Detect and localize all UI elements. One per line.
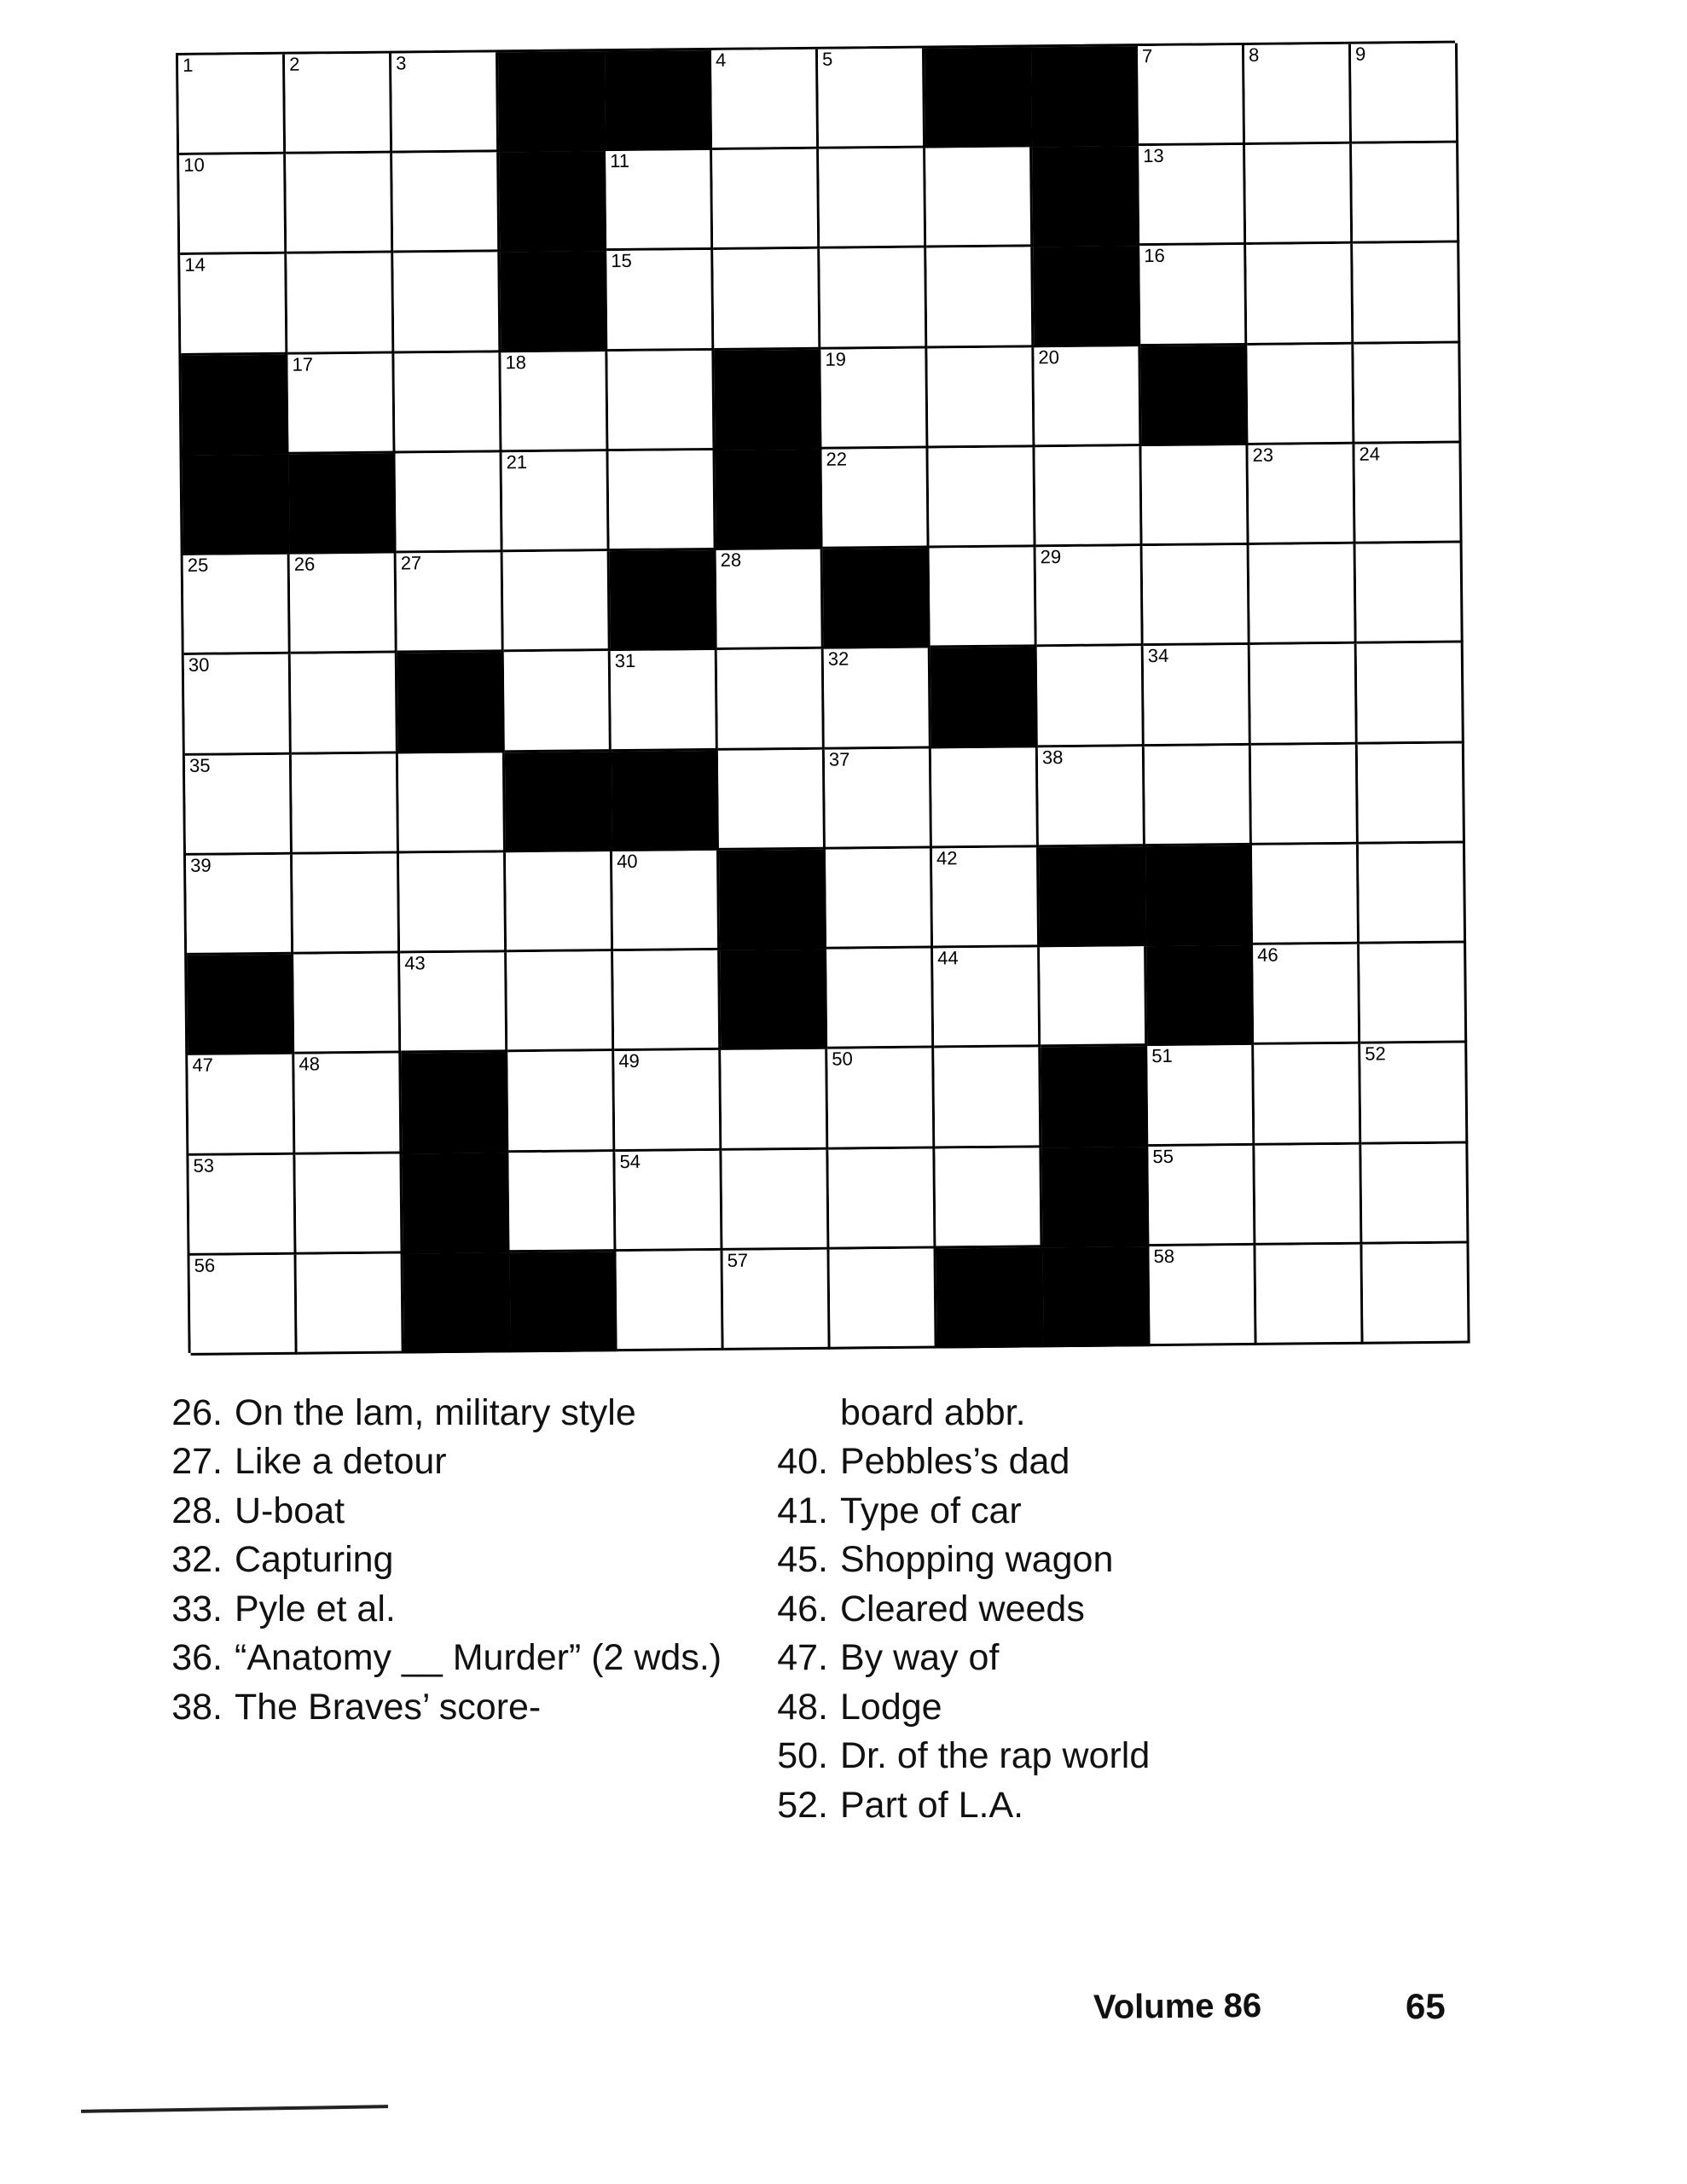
grid-cell-number: 53 [193, 1154, 215, 1176]
clue-text: Type of car [840, 1490, 1022, 1531]
grid-letter-cell[interactable] [1144, 645, 1251, 746]
clue-column-right [759, 1391, 1407, 1832]
clue-number: 36. [171, 1637, 223, 1679]
grid-letter-cell[interactable] [926, 247, 1034, 348]
grid-letter-cell[interactable] [392, 153, 500, 253]
grid-cell-number: 51 [1151, 1045, 1173, 1067]
grid-letter-cell[interactable] [1354, 343, 1461, 444]
grid-letter-cell[interactable] [1245, 144, 1353, 245]
grid-letter-cell[interactable] [825, 748, 932, 849]
grid-letter-cell[interactable] [935, 1147, 1042, 1248]
grid-cell-number: 57 [727, 1249, 749, 1271]
grid-block-cell [1041, 1046, 1148, 1147]
grid-cell-number: 4 [715, 49, 727, 71]
grid-cell-number: 42 [936, 847, 958, 869]
grid-cell-number: 7 [1141, 45, 1153, 67]
grid-letter-cell[interactable] [1138, 45, 1245, 146]
grid-letter-cell[interactable] [1143, 545, 1250, 646]
volume-label: Volume 86 [1093, 1986, 1262, 2027]
grid-letter-cell[interactable] [1248, 444, 1355, 545]
grid-letter-cell[interactable] [614, 1050, 722, 1151]
grid-letter-cell[interactable] [1353, 243, 1460, 344]
clue-item [759, 1537, 1407, 1582]
grid-letter-cell[interactable] [1357, 643, 1464, 744]
clue-number: 52. [777, 1784, 828, 1826]
grid-letter-cell[interactable] [713, 249, 820, 350]
clue-text: The Braves’ score- [235, 1686, 542, 1728]
grid-letter-cell[interactable] [611, 650, 718, 751]
grid-letter-cell[interactable] [1149, 1246, 1256, 1346]
grid-block-cell [403, 1252, 511, 1353]
clue-lists [128, 1391, 1578, 1988]
grid-letter-cell[interactable] [1352, 143, 1459, 244]
clue-number: 38. [171, 1686, 223, 1728]
clue-number: 48. [777, 1686, 828, 1728]
grid-letter-cell[interactable] [1253, 944, 1360, 1045]
grid-block-cell [925, 47, 1032, 148]
clue-number: 46. [777, 1588, 828, 1629]
grid-cell-number: 28 [720, 549, 742, 572]
grid-letter-cell[interactable] [617, 1251, 724, 1351]
grid-letter-cell[interactable] [179, 154, 287, 255]
grid-cell-number: 38 [1041, 746, 1064, 768]
grid-letter-cell[interactable] [297, 1253, 404, 1354]
clue-text: By way of [840, 1637, 1000, 1679]
grid-letter-cell[interactable] [394, 352, 501, 453]
grid-letter-cell[interactable] [934, 1048, 1041, 1148]
grid-cell-number: 10 [183, 154, 205, 177]
grid-letter-cell[interactable] [183, 555, 291, 655]
clue-text: Lodge [840, 1686, 942, 1728]
grid-letter-cell[interactable] [1359, 843, 1466, 944]
grid-letter-cell[interactable] [190, 1254, 298, 1355]
grid-letter-cell[interactable] [178, 55, 286, 155]
grid-letter-cell[interactable] [399, 852, 507, 953]
grid-letter-cell[interactable] [397, 552, 504, 653]
clue-number: 45. [777, 1539, 828, 1581]
clue-item [154, 1439, 751, 1484]
clue-text: Shopping wagon [840, 1539, 1114, 1581]
grid-letter-cell[interactable] [1247, 344, 1354, 444]
grid-cell-number: 13 [1143, 145, 1164, 167]
grid-letter-cell[interactable] [1246, 244, 1354, 345]
grid-letter-cell[interactable] [1139, 245, 1247, 346]
grid-block-cell [1041, 1147, 1149, 1247]
grid-letter-cell[interactable] [1148, 1145, 1255, 1246]
grid-letter-cell[interactable] [928, 447, 1035, 548]
grid-cell-number: 30 [188, 654, 210, 677]
grid-letter-cell[interactable] [293, 954, 401, 1054]
grid-letter-cell[interactable] [818, 49, 925, 149]
grid-letter-cell[interactable] [1356, 543, 1464, 644]
clue-item [154, 1587, 751, 1631]
grid-letter-cell[interactable] [1034, 346, 1141, 447]
grid-block-cell [397, 653, 505, 753]
grid-block-cell [187, 955, 294, 1055]
grid-cell-number: 2 [289, 53, 300, 75]
grid-letter-cell[interactable] [184, 654, 292, 755]
grid-cell-number: 29 [1040, 546, 1062, 568]
clue-text: On the lam, military style [235, 1392, 636, 1433]
grid-letter-cell[interactable] [400, 952, 507, 1053]
grid-cell-number: 9 [1354, 43, 1366, 65]
crossword-puzzle [176, 40, 1493, 1367]
clue-text: “Anatomy __ Murder” (2 wds.) [235, 1637, 722, 1679]
grid-block-cell [1145, 845, 1253, 946]
grid-cell-number: 43 [404, 952, 426, 974]
grid-letter-cell[interactable] [1254, 1044, 1361, 1145]
clue-text-continuation: board abbr. [840, 1392, 1026, 1433]
clue-text: Cleared weeds [840, 1588, 1085, 1629]
grid-letter-cell[interactable] [1252, 845, 1359, 945]
grid-cell-number: 47 [192, 1054, 213, 1077]
clue-text: U-boat [235, 1490, 345, 1531]
clue-item [154, 1537, 751, 1582]
grid-letter-cell[interactable] [931, 747, 1039, 848]
grid-block-cell [183, 455, 290, 555]
grid-letter-cell[interactable] [716, 549, 824, 650]
grid-letter-cell[interactable] [712, 149, 820, 250]
grid-letter-cell[interactable] [613, 950, 721, 1051]
grid-letter-cell[interactable] [1249, 544, 1357, 645]
grid-cell-number: 32 [827, 648, 849, 671]
grid-block-cell [716, 450, 823, 550]
grid-letter-cell[interactable] [723, 1249, 831, 1350]
clue-number: 40. [777, 1441, 828, 1483]
page-number: 65 [1406, 1986, 1446, 2026]
grid-letter-cell[interactable] [508, 1152, 616, 1252]
grid-letter-cell[interactable] [820, 348, 928, 449]
grid-block-cell [1146, 945, 1254, 1046]
grid-cell-number: 19 [825, 348, 847, 370]
clue-text: Pyle et al. [235, 1588, 396, 1629]
grid-cell-number: 3 [396, 52, 407, 74]
grid-cell-number: 25 [187, 554, 209, 577]
grid-letter-cell[interactable] [717, 649, 825, 750]
grid-letter-cell[interactable] [1145, 746, 1252, 846]
grid-letter-cell[interactable] [504, 652, 612, 752]
grid-block-cell [505, 752, 612, 852]
clue-text: Pebbles’s dad [840, 1441, 1070, 1483]
clue-item [759, 1587, 1407, 1631]
grid-cell-number: 46 [1257, 944, 1278, 966]
grid-letter-cell[interactable] [503, 551, 611, 652]
grid-letter-cell[interactable] [291, 653, 398, 754]
clue-number: 33. [171, 1588, 223, 1629]
grid-block-cell [823, 549, 930, 649]
grid-cell-number: 54 [619, 1150, 641, 1172]
grid-cell-number: 37 [828, 748, 850, 770]
clue-item [154, 1685, 751, 1729]
grid-cell-number: 21 [506, 450, 528, 473]
grid-letter-cell[interactable] [820, 248, 927, 349]
grid-block-cell [719, 850, 826, 950]
grid-block-cell [181, 354, 288, 455]
grid-letter-cell[interactable] [828, 1148, 936, 1249]
grid-block-cell [714, 349, 821, 450]
grid-block-cell [1140, 346, 1248, 446]
grid-letter-cell[interactable] [507, 1051, 615, 1152]
grid-letter-cell[interactable] [826, 949, 934, 1049]
grid-cell-number: 1 [183, 54, 194, 76]
grid-letter-cell[interactable] [1255, 1244, 1363, 1345]
grid-letter-cell[interactable] [285, 54, 392, 154]
grid-block-cell [289, 453, 397, 554]
grid-cell-number: 18 [505, 351, 527, 373]
grid-block-cell [1033, 247, 1140, 347]
grid-letter-cell[interactable] [294, 1054, 402, 1154]
grid-cell-number: 48 [299, 1053, 320, 1075]
clue-number: 28. [171, 1490, 223, 1531]
grid-letter-cell[interactable] [606, 250, 714, 351]
grid-letter-cell[interactable] [930, 547, 1037, 648]
grid-letter-cell[interactable] [1358, 743, 1465, 844]
clue-item [759, 1685, 1407, 1729]
clue-number: 26. [171, 1392, 223, 1433]
clue-item [154, 1391, 751, 1435]
grid-letter-cell[interactable] [186, 855, 293, 956]
grid-letter-cell[interactable] [1036, 546, 1144, 647]
grid-cell-number: 23 [1252, 444, 1274, 466]
grid-block-cell [605, 50, 712, 151]
grid-cell-number: 20 [1038, 346, 1060, 368]
grid-cell-number: 50 [832, 1048, 853, 1070]
clue-number: 41. [777, 1490, 828, 1531]
grid-letter-cell[interactable] [1040, 946, 1147, 1047]
grid-letter-cell[interactable] [821, 448, 929, 549]
grid-block-cell [500, 252, 607, 352]
clue-item [759, 1734, 1407, 1778]
clue-text: Dr. of the rap world [840, 1735, 1151, 1777]
grid-letter-cell[interactable] [824, 648, 931, 749]
clue-number: 27. [171, 1441, 223, 1483]
grid-letter-cell[interactable] [1037, 647, 1145, 747]
grid-cell-number: 52 [1365, 1043, 1386, 1065]
grid-letter-cell[interactable] [393, 253, 501, 353]
grid-block-cell [510, 1252, 617, 1352]
grid-letter-cell[interactable] [609, 450, 716, 551]
grid-cell-number: 11 [610, 150, 630, 172]
grid-letter-cell[interactable] [293, 853, 400, 954]
grid-letter-cell[interactable] [1361, 1143, 1469, 1244]
grid-letter-cell[interactable] [185, 754, 293, 855]
grid-letter-cell[interactable] [1147, 1045, 1255, 1146]
grid-letter-cell[interactable] [1141, 445, 1249, 546]
grid-letter-cell[interactable] [607, 351, 715, 451]
clue-item [759, 1489, 1407, 1533]
grid-cell-number: 15 [611, 250, 632, 272]
grid-letter-cell[interactable] [711, 49, 819, 150]
grid-letter-cell[interactable] [819, 148, 926, 249]
grid-letter-cell[interactable] [826, 848, 933, 949]
grid-letter-cell[interactable] [1354, 443, 1462, 543]
grid-cell-number: 55 [1152, 1145, 1174, 1167]
grid-letter-cell[interactable] [507, 951, 614, 1052]
grid-letter-cell[interactable] [292, 753, 399, 854]
grid-letter-cell[interactable] [188, 1054, 295, 1155]
grid-letter-cell[interactable] [287, 253, 394, 354]
grid-letter-cell[interactable] [295, 1153, 403, 1254]
grid-letter-cell[interactable] [1038, 746, 1145, 847]
grid-cell-number: 22 [826, 448, 848, 470]
grid-cell-number: 26 [293, 553, 316, 575]
grid-letter-cell[interactable] [612, 851, 720, 951]
grid-block-cell [401, 1053, 508, 1153]
grid-letter-cell[interactable] [1139, 145, 1246, 246]
grid-cell-number: 17 [292, 353, 314, 375]
grid-cell-number: 27 [400, 552, 422, 574]
grid-block-cell [498, 51, 606, 152]
grid-letter-cell[interactable] [1359, 944, 1467, 1044]
grid-block-cell [936, 1247, 1043, 1348]
clue-column-left [154, 1391, 751, 1734]
grid-letter-cell[interactable] [927, 347, 1035, 448]
grid-letter-cell[interactable] [1244, 44, 1352, 145]
grid-block-cell [1039, 846, 1146, 947]
grid-cell-number: 24 [1359, 443, 1381, 465]
grid-letter-cell[interactable] [506, 851, 613, 952]
grid-cell-number: 39 [190, 854, 212, 876]
grid-cell-number: 8 [1248, 44, 1260, 66]
grid-letter-cell[interactable] [829, 1248, 936, 1349]
clue-item [154, 1635, 751, 1680]
grid-letter-cell[interactable] [391, 52, 499, 153]
grid-letter-cell[interactable] [615, 1150, 722, 1251]
grid-letter-cell[interactable] [501, 351, 608, 452]
clue-item [154, 1489, 751, 1533]
clue-number: 47. [777, 1637, 828, 1679]
grid-block-cell [499, 151, 606, 252]
grid-letter-cell[interactable] [1255, 1144, 1362, 1245]
grid-letter-cell[interactable] [721, 1049, 828, 1150]
grid-letter-cell[interactable] [827, 1048, 935, 1149]
grid-block-cell [1032, 146, 1139, 247]
grid-letter-cell[interactable] [925, 148, 1033, 248]
grid-block-cell [610, 550, 717, 651]
clue-number: 32. [171, 1539, 223, 1581]
grid-letter-cell[interactable] [1250, 644, 1358, 745]
grid-letter-cell[interactable] [1251, 744, 1359, 845]
grid-letter-cell[interactable] [396, 452, 503, 553]
grid-cell-number: 56 [194, 1254, 216, 1276]
grid-cell-number: 34 [1147, 645, 1169, 667]
grid-letter-cell[interactable] [286, 154, 393, 254]
grid-letter-cell[interactable] [1360, 1043, 1468, 1144]
grid-letter-cell[interactable] [722, 1149, 829, 1250]
clue-item [759, 1783, 1407, 1827]
grid-letter-cell[interactable] [933, 947, 1041, 1048]
grid-cell-number: 35 [188, 754, 211, 776]
grid-letter-cell[interactable] [180, 254, 287, 355]
grid-letter-cell[interactable] [188, 1154, 296, 1255]
clue-text: Capturing [235, 1539, 394, 1581]
grid-letter-cell[interactable] [287, 353, 395, 454]
grid-letter-cell[interactable] [606, 150, 713, 251]
grid-cell-number: 31 [614, 650, 636, 672]
grid-cell-number: 40 [616, 850, 638, 872]
grid-block-cell [930, 648, 1038, 748]
bottom-rule [81, 2105, 388, 2113]
grid-letter-cell[interactable] [398, 752, 506, 853]
grid-cell-number: 44 [937, 947, 959, 969]
clue-text: Part of L.A. [840, 1784, 1024, 1826]
grid-letter-cell[interactable] [502, 451, 610, 552]
grid-block-cell [612, 751, 719, 851]
crossword-grid[interactable] [176, 41, 1468, 1353]
grid-letter-cell[interactable] [1362, 1243, 1470, 1344]
grid-letter-cell[interactable] [1035, 446, 1142, 547]
clue-item [759, 1439, 1407, 1484]
grid-letter-cell[interactable] [718, 749, 826, 850]
grid-block-cell [402, 1153, 509, 1253]
grid-cell-number: 14 [184, 254, 206, 276]
grid-cell-number: 16 [1144, 245, 1165, 267]
grid-block-cell [1031, 46, 1139, 147]
clue-text: Like a detour [235, 1441, 447, 1483]
grid-cell-number: 58 [1153, 1245, 1175, 1267]
grid-block-cell [720, 950, 827, 1050]
grid-block-cell [1042, 1246, 1150, 1347]
grid-letter-cell[interactable] [1351, 44, 1458, 144]
grid-letter-cell[interactable] [932, 847, 1040, 948]
grid-cell-number: 49 [618, 1050, 640, 1072]
clue-number: 50. [777, 1735, 828, 1777]
clue-item [759, 1635, 1407, 1680]
grid-cell-number: 5 [821, 48, 833, 70]
grid-letter-cell[interactable] [290, 554, 397, 654]
